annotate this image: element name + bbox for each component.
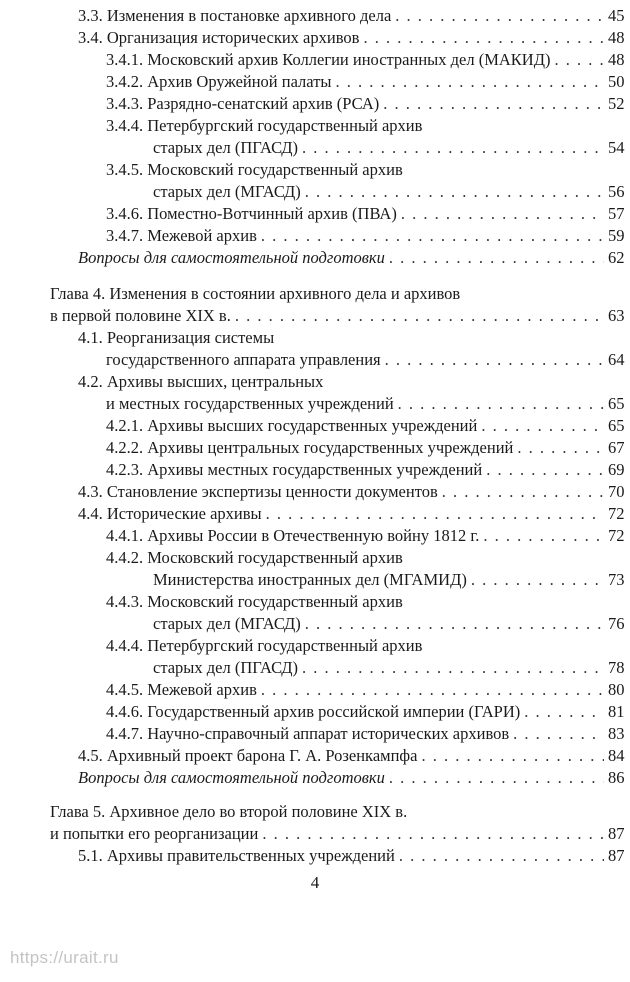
dot-leader bbox=[266, 503, 604, 525]
toc-entry-title: 4.2. Архивы высших, центральных bbox=[78, 372, 324, 391]
toc-entry-title: 3.4.4. Петербургский государственный архив bbox=[106, 116, 423, 135]
toc-entry bbox=[0, 459, 630, 481]
toc-entry-page: 80 bbox=[608, 680, 625, 699]
toc-entry-title-continued: и местных государственных учреждений bbox=[106, 394, 394, 413]
toc-entry-page: 65 bbox=[608, 394, 625, 413]
dot-leader bbox=[401, 203, 604, 225]
toc-entry bbox=[0, 525, 630, 547]
dot-leader bbox=[513, 723, 604, 745]
toc-entry-title-continued: старых дел (МГАСД) bbox=[153, 182, 301, 201]
toc-entry-page: 69 bbox=[608, 460, 625, 479]
dot-leader bbox=[262, 823, 604, 845]
toc-entry bbox=[0, 115, 630, 159]
toc-entry-title: 4.3. Становление экспертизы ценности документов bbox=[78, 482, 438, 501]
toc-entry-title: 3.3. Изменения в постановке архивного дела bbox=[78, 6, 392, 25]
dot-leader bbox=[481, 415, 604, 437]
dot-leader bbox=[483, 525, 604, 547]
toc-chapter-entry bbox=[0, 283, 630, 327]
toc-entry-title: 4.4.5. Межевой архив bbox=[106, 680, 257, 699]
toc-entry bbox=[0, 71, 630, 93]
toc-entry bbox=[0, 93, 630, 115]
toc-entry-title: Вопросы для самостоятельной подготовки bbox=[78, 248, 385, 267]
toc-entry-title: 4.5. Архивный проект барона Г. А. Розенкампфа bbox=[78, 746, 418, 765]
toc-entry-page: 81 bbox=[608, 702, 625, 721]
toc-entry-page: 62 bbox=[608, 248, 625, 267]
dot-leader bbox=[385, 349, 604, 371]
toc-entry-page: 72 bbox=[608, 526, 625, 545]
dot-leader bbox=[421, 745, 604, 767]
dot-leader bbox=[524, 701, 604, 723]
toc-entry-title: 5.1. Архивы правительственных учреждений bbox=[78, 846, 395, 865]
toc-entry-title: 3.4.2. Архив Оружейной палаты bbox=[106, 72, 332, 91]
toc-entry bbox=[0, 591, 630, 635]
toc-entry-page: 52 bbox=[608, 94, 625, 113]
toc-entry-page: 45 bbox=[608, 6, 625, 25]
toc-entry bbox=[0, 845, 630, 867]
toc-entry-title: 4.4.3. Московский государственный архив bbox=[106, 592, 403, 611]
toc-entry-page: 86 bbox=[608, 768, 625, 787]
toc-entry-title-continued: старых дел (МГАСД) bbox=[153, 614, 301, 633]
toc-entry-title: 4.2.1. Архивы высших государственных учреждений bbox=[106, 416, 478, 435]
toc-entry bbox=[0, 327, 630, 371]
toc-entry bbox=[0, 371, 630, 415]
toc-entry bbox=[0, 547, 630, 591]
toc-entry bbox=[0, 49, 630, 71]
dot-leader bbox=[399, 845, 604, 867]
toc-entry-title: 3.4.6. Поместно-Вотчинный архив (ПВА) bbox=[106, 204, 397, 223]
dot-leader bbox=[395, 5, 604, 27]
toc-entry-title-continued: и попытки его реорганизации bbox=[50, 824, 259, 843]
toc-entry bbox=[0, 159, 630, 203]
page-number: 4 bbox=[310, 873, 320, 892]
toc-entry-page: 67 bbox=[608, 438, 625, 457]
toc-entry-title: Глава 4. Изменения в состоянии архивного дела и архивов bbox=[50, 284, 461, 303]
dot-leader bbox=[261, 679, 604, 701]
toc-entry-title: 3.4.1. Московский архив Коллегии иностранных дел (МАКИД) bbox=[106, 50, 551, 69]
toc-entry-page: 73 bbox=[608, 570, 625, 589]
toc-entry-title: 4.4. Исторические архивы bbox=[78, 504, 262, 523]
toc-entry-title-continued: в первой половине XIX в. bbox=[50, 306, 231, 325]
toc-entry bbox=[0, 415, 630, 437]
watermark-url: https://urait.ru bbox=[10, 948, 119, 967]
toc-entry-title: 4.4.2. Московский государственный архив bbox=[106, 548, 403, 567]
toc-entry-page: 78 bbox=[608, 658, 625, 677]
toc-entry bbox=[0, 701, 630, 723]
toc-entry-title: 3.4.3. Разрядно-сенатский архив (РСА) bbox=[106, 94, 380, 113]
toc-entry-page: 56 bbox=[608, 182, 625, 201]
toc-entry bbox=[0, 225, 630, 247]
dot-leader bbox=[302, 137, 604, 159]
toc-entry-title-continued: старых дел (ПГАСД) bbox=[153, 658, 299, 677]
toc-entry-page: 70 bbox=[608, 482, 625, 501]
toc-entry-title: 4.4.7. Научно-справочный аппарат исторических архивов bbox=[106, 724, 510, 743]
dot-leader bbox=[486, 459, 604, 481]
toc-entry-title: 4.1. Реорганизация системы bbox=[78, 328, 275, 347]
toc-entry-page: 63 bbox=[608, 306, 625, 325]
dot-leader bbox=[235, 305, 604, 327]
toc-entry-page: 84 bbox=[608, 746, 625, 765]
toc-entry-title: 4.4.1. Архивы России в Отечественную войну 1812 г. bbox=[106, 526, 480, 545]
toc-entry-page: 72 bbox=[608, 504, 625, 523]
dot-leader bbox=[554, 49, 604, 71]
toc-entry-title: 3.4.5. Московский государственный архив bbox=[106, 160, 403, 179]
toc-entry bbox=[0, 437, 630, 459]
toc-entry-page: 48 bbox=[608, 28, 625, 47]
toc-entry bbox=[0, 481, 630, 503]
toc-entry-page: 57 bbox=[608, 204, 625, 223]
dot-leader bbox=[517, 437, 604, 459]
toc-entry-title-continued: государственного аппарата управления bbox=[106, 350, 381, 369]
toc-entry-page: 54 bbox=[608, 138, 625, 157]
toc-chapter-entry bbox=[0, 801, 630, 845]
toc-entry-page: 65 bbox=[608, 416, 625, 435]
toc-entry-title: 4.4.6. Государственный архив российской империи (ГАРИ) bbox=[106, 702, 521, 721]
toc-entry bbox=[0, 5, 630, 27]
dot-leader bbox=[305, 613, 604, 635]
toc-entry-questions bbox=[0, 247, 630, 269]
dot-leader bbox=[261, 225, 604, 247]
dot-leader bbox=[442, 481, 604, 503]
toc-entry-page: 87 bbox=[608, 824, 625, 843]
toc-entry-title: 4.2.3. Архивы местных государственных учреждений bbox=[106, 460, 483, 479]
toc-entry-title: 3.4. Организация исторических архивов bbox=[78, 28, 360, 47]
dot-leader bbox=[383, 93, 604, 115]
toc-entry bbox=[0, 503, 630, 525]
dot-leader bbox=[305, 181, 604, 203]
toc-entry-title: Глава 5. Архивное дело во второй половине XIX в. bbox=[50, 802, 408, 821]
toc-entry bbox=[0, 723, 630, 745]
toc-entry-page: 83 bbox=[608, 724, 625, 743]
toc-entry-page: 48 bbox=[608, 50, 625, 69]
dot-leader bbox=[389, 247, 604, 269]
dot-leader bbox=[302, 657, 604, 679]
toc-entry-title-continued: Министерства иностранных дел (МГАМИД) bbox=[153, 570, 467, 589]
toc-entry-questions bbox=[0, 767, 630, 789]
toc-entry-title: 3.4.7. Межевой архив bbox=[106, 226, 257, 245]
toc-entry-page: 76 bbox=[608, 614, 625, 633]
toc-entry-title: 4.2.2. Архивы центральных государственных учреждений bbox=[106, 438, 514, 457]
toc-entry bbox=[0, 635, 630, 679]
toc-entry-page: 50 bbox=[608, 72, 625, 91]
toc-entry-page: 87 bbox=[608, 846, 625, 865]
toc-entry bbox=[0, 745, 630, 767]
dot-leader bbox=[336, 71, 605, 93]
toc-entry bbox=[0, 27, 630, 49]
toc-entry-page: 64 bbox=[608, 350, 625, 369]
toc-entry bbox=[0, 203, 630, 225]
dot-leader bbox=[398, 393, 604, 415]
toc-entry bbox=[0, 679, 630, 701]
toc-entry-page: 59 bbox=[608, 226, 625, 245]
toc-entry-title: 4.4.4. Петербургский государственный архив bbox=[106, 636, 423, 655]
toc-entry-title: Вопросы для самостоятельной подготовки bbox=[78, 768, 385, 787]
toc-entry-title-continued: старых дел (ПГАСД) bbox=[153, 138, 299, 157]
dot-leader bbox=[389, 767, 604, 789]
dot-leader bbox=[471, 569, 604, 591]
dot-leader bbox=[363, 27, 604, 49]
